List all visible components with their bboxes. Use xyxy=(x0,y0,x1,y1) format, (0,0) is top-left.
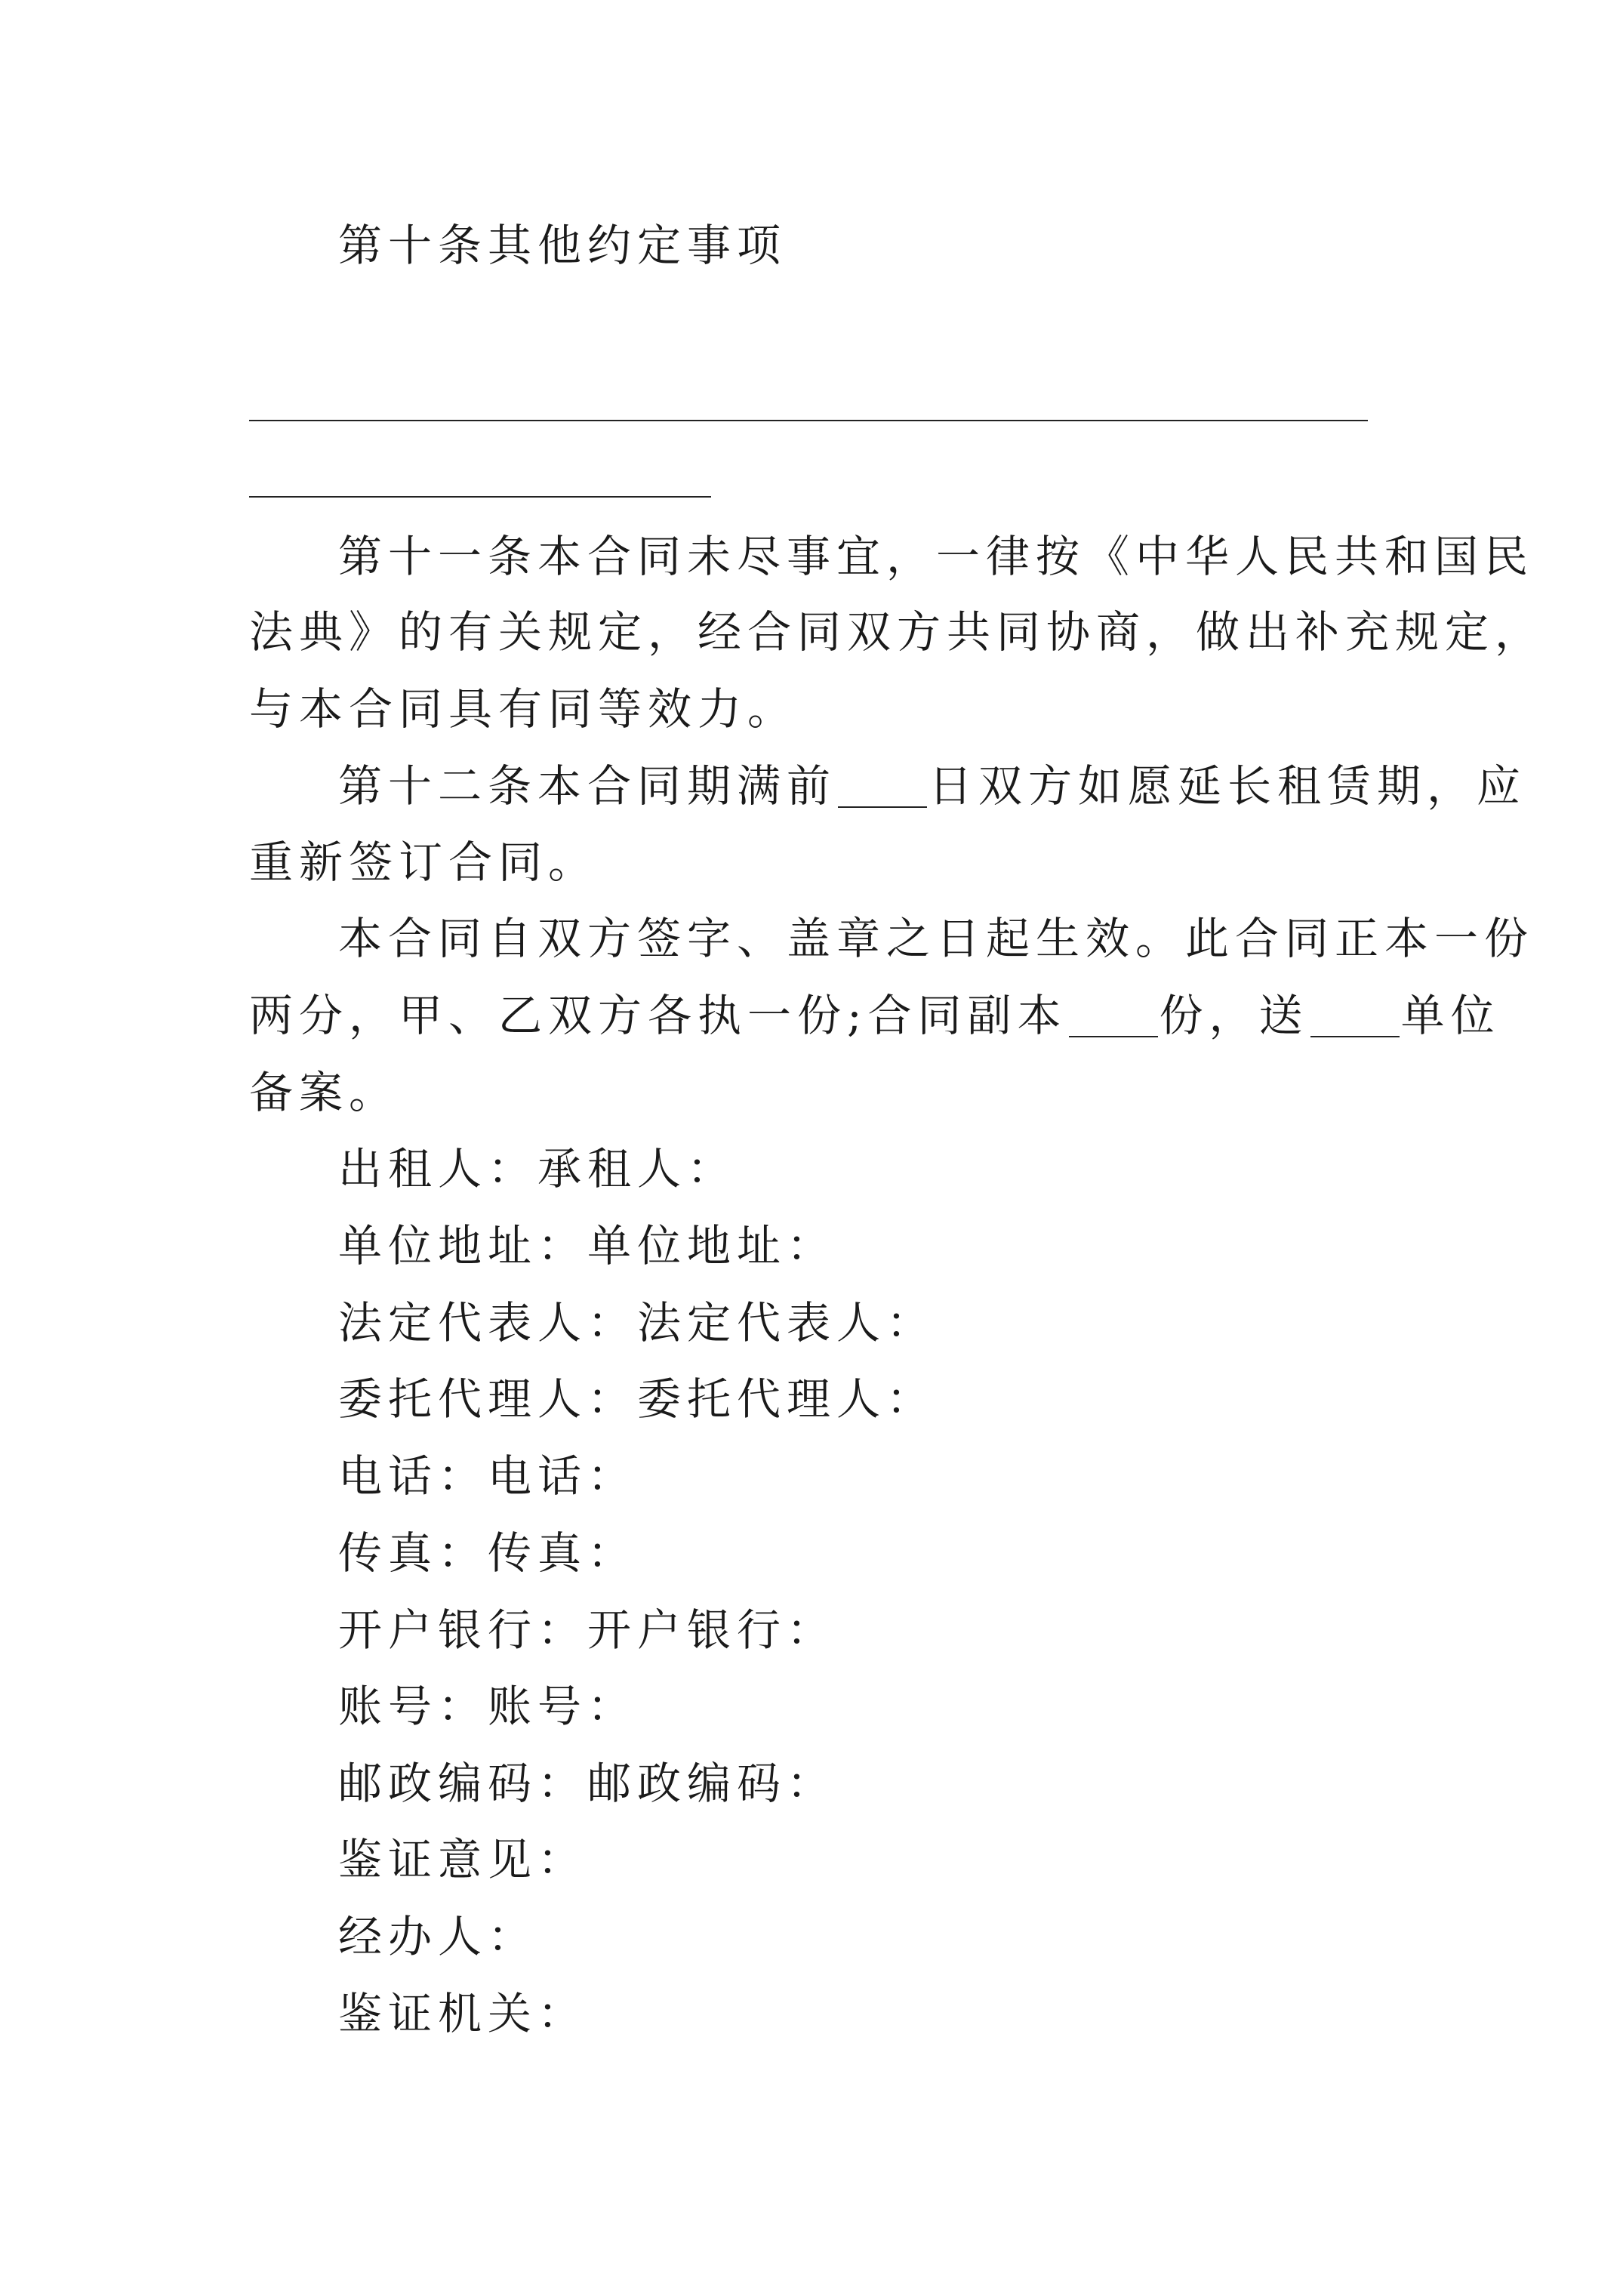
verification-opinion: 鉴证意见： xyxy=(338,1834,588,1885)
verification-authority: 鉴证机关： xyxy=(338,1988,588,2039)
fill-in-line-2 xyxy=(249,496,711,498)
effect-text-a: 两分，甲、乙双方各执一份;合同副本 xyxy=(249,990,1067,1041)
article-11-line-2: 法典》的有关规定，经合同双方共同协商，做出补充规定， xyxy=(249,606,1545,658)
signature-fax: 传真：传真： xyxy=(338,1527,638,1579)
signature-account: 账号：账号： xyxy=(338,1681,638,1732)
effect-line-2 xyxy=(249,990,1501,1041)
signature-bank: 开户银行：开户银行： xyxy=(338,1604,837,1656)
article-11-line-1: 第十一条本合同未尽事宜，一律按《中华人民共和国民 xyxy=(338,531,1535,582)
article-12-text-b: 日双方如愿延长租赁期，应 xyxy=(929,760,1527,812)
article-11-line-3: 与本合同具有同等效力。 xyxy=(249,683,798,735)
signature-postcode: 邮政编码：邮政编码： xyxy=(338,1758,837,1809)
article-12-line-2: 重新签订合同。 xyxy=(249,837,599,888)
signature-legal-rep: 法定代表人：法定代表人： xyxy=(338,1297,937,1348)
signature-lessor-lessee: 出租人：承租人： xyxy=(338,1143,738,1194)
signature-agent: 委托代理人：委托代理人： xyxy=(338,1373,937,1425)
effect-line-1: 本合同自双方签字、盖章之日起生效。此合同正本一份 xyxy=(338,913,1535,964)
signature-phone: 电话：电话： xyxy=(338,1450,638,1502)
copies-blank xyxy=(1069,997,1158,1037)
fill-in-line-1 xyxy=(249,420,1368,421)
article-10-heading: 第十条其他约定事项 xyxy=(338,220,787,271)
handler: 经办人： xyxy=(338,1911,538,1962)
days-blank xyxy=(838,767,927,808)
unit-blank xyxy=(1310,997,1400,1037)
signature-address: 单位地址：单位地址： xyxy=(338,1220,837,1271)
effect-line-3: 备案。 xyxy=(249,1067,399,1118)
article-12-line-1 xyxy=(338,760,1527,812)
effect-text-c: 单位 xyxy=(1400,990,1501,1041)
effect-text-b: 份，送 xyxy=(1159,990,1309,1041)
article-12-text-a: 第十二条本合同期满前 xyxy=(338,760,837,812)
